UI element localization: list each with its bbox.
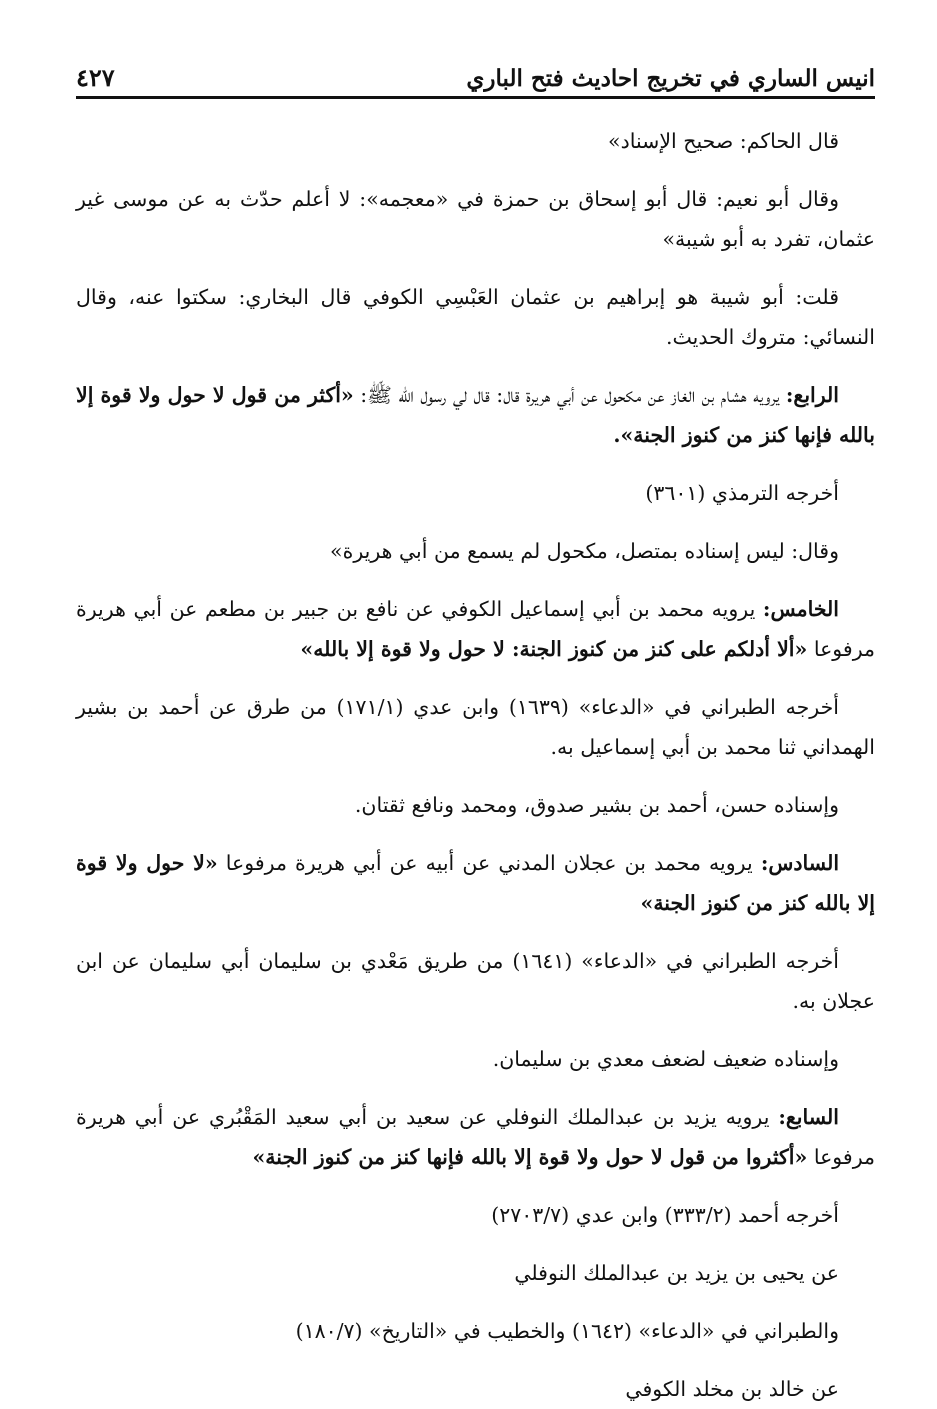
paragraph xyxy=(76,843,875,923)
paragraph-text: وإسناده ضعيف لضعف معدي بن سليمان. xyxy=(492,1047,839,1071)
paragraph xyxy=(76,589,875,669)
paragraph xyxy=(76,1311,875,1351)
paragraph xyxy=(76,785,875,825)
section-lead: السادس: xyxy=(760,851,840,875)
paragraph xyxy=(76,1369,875,1409)
hadith-quote: «لا حول ولا قوة إلا بالله كنز من كنوز الجنة» xyxy=(76,851,875,915)
paragraph-text: والطبراني في «الدعاء» (١٦٤٢) والخطيب في «التاريخ» (١٨٠/٧) xyxy=(295,1319,839,1343)
paragraph-text: أخرجه الطبراني في «الدعاء» (١٦٣٩) وابن عدي (١٧١/١) من طرق عن أحمد بن بشير الهمداني ثنا محمد بن أبي إسماعيل به. xyxy=(76,695,875,759)
paragraph-text: يرويه محمد بن أبي إسماعيل الكوفي عن نافع بن جبير بن مطعم عن أبي هريرة مرفوعا xyxy=(76,597,875,661)
section-lead: الخامس: xyxy=(762,597,839,621)
hadith-quote: «أكثر من قول لا حول ولا قوة إلا بالله فإنها كنز من كنوز الجنة». xyxy=(76,383,875,447)
paragraph xyxy=(76,1039,875,1079)
paragraph-text: أخرجه الترمذي (٣٦٠١) xyxy=(645,481,839,505)
paragraph xyxy=(76,1097,875,1177)
section-lead: الرابع: xyxy=(785,383,839,407)
paragraph xyxy=(76,277,875,357)
paragraph-text: قلت: أبو شيبة هو إبراهيم بن عثمان العَبْسِي الكوفي قال البخاري: سكتوا عنه، وقال النسائي: متروك الحديث. xyxy=(76,285,875,349)
paragraph xyxy=(76,121,875,161)
paragraph-text: يرويه هشام بن الغاز عن مكحول عن أبي هريرة قال: قال لي رسول الله ﷺ: xyxy=(353,383,786,407)
paragraph xyxy=(76,1195,875,1235)
paragraph-text: وإسناده حسن، أحمد بن بشير صدوق، ومحمد ونافع ثقتان. xyxy=(354,793,839,817)
paragraph-text: أخرجه أحمد (٣٣٣/٢) وابن عدي (٢٧٠٣/٧) xyxy=(491,1203,839,1227)
running-header xyxy=(76,60,875,99)
section-lead: السابع: xyxy=(778,1105,839,1129)
book-title: انيس الساري في تخريج احاديث فتح الباري xyxy=(466,65,875,92)
paragraph-text: أخرجه الطبراني في «الدعاء» (١٦٤١) من طريق مَعْدي بن سليمان أبي سليمان عن ابن عجلان به. xyxy=(76,949,875,1013)
paragraph-text: عن خالد بن مخلد الكوفي xyxy=(625,1377,839,1401)
paragraph-text: وقال: ليس إسناده بمتصل، مكحول لم يسمع من أبي هريرة» xyxy=(330,539,839,563)
paragraph-text: وقال أبو نعيم: قال أبو إسحاق بن حمزة في «معجمه»: لا أعلم حدّث به عن موسى غير عثمان، تفرد به أبو شيبة» xyxy=(76,187,875,251)
paragraph-text: يرويه محمد بن عجلان المدني عن أبيه عن أبي هريرة مرفوعا xyxy=(217,851,761,875)
paragraph-text: عن يحيى بن يزيد بن عبدالملك النوفلي xyxy=(514,1261,839,1285)
hadith-quote: «أكثروا من قول لا حول ولا قوة إلا بالله فإنها كنز من كنوز الجنة» xyxy=(252,1145,808,1169)
paragraph-text: يرويه يزيد بن عبدالملك النوفلي عن سعيد بن أبي سعيد المَقْبُري عن أبي هريرة مرفوعا xyxy=(76,1105,875,1169)
paragraph-text: قال الحاكم: صحيح الإسناد» xyxy=(608,129,839,153)
page-body xyxy=(76,121,875,1409)
paragraph xyxy=(76,531,875,571)
paragraph xyxy=(76,1253,875,1293)
hadith-quote: «ألا أدلكم على كنز من كنوز الجنة: لا حول ولا قوة إلا بالله» xyxy=(300,637,808,661)
page-number: ٤٢٧ xyxy=(76,63,115,92)
paragraph xyxy=(76,179,875,259)
paragraph xyxy=(76,687,875,767)
paragraph xyxy=(76,941,875,1021)
paragraph xyxy=(76,375,875,455)
paragraph xyxy=(76,473,875,513)
